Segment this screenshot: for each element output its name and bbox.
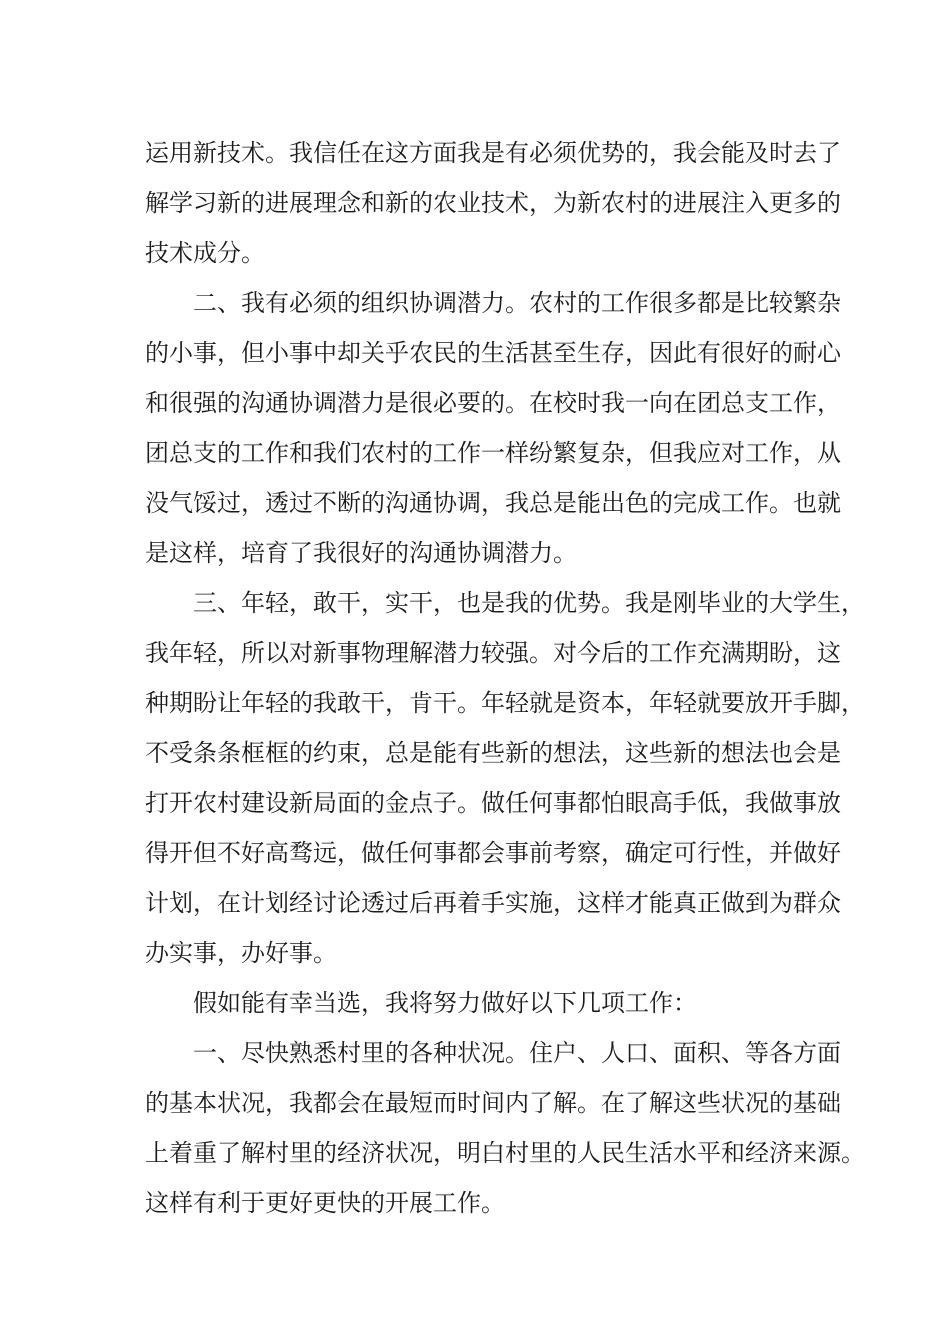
text-line: 没气馁过，透过不断的沟通协调，我总是能出色的完成工作。也就: [145, 489, 841, 517]
paragraph-first-line: 三、年轻，敢干，实干，也是我的优势。我是刚毕业的大学生，: [193, 589, 865, 617]
text-line: 运用新技术。我信任在这方面我是有必须优势的，我会能及时去了: [145, 139, 841, 167]
text-line: 这样有利于更好更快的开展工作。: [145, 1189, 505, 1217]
text-line: 不受条条框框的约束，总是能有些新的想法，这些新的想法也会是: [145, 739, 841, 767]
text-line: 的小事，但小事中却关乎农民的生活甚至生存，因此有很好的耐心: [145, 339, 841, 367]
text-line: 上着重了解村里的经济状况，明白村里的人民生活水平和经济来源。: [145, 1139, 865, 1167]
paragraph-first-line: 一、尽快熟悉村里的各种状况。住户、人口、面积、等各方面: [193, 1039, 841, 1067]
text-line: 和很强的沟通协调潜力是很必要的。在校时我一向在团总支工作，: [145, 389, 841, 417]
paragraph-first-line: 二、我有必须的组织协调潜力。农村的工作很多都是比较繁杂: [193, 289, 841, 317]
text-line: 解学习新的进展理念和新的农业技术，为新农村的进展注入更多的: [145, 189, 841, 217]
paragraph-first-line: 假如能有幸当选，我将努力做好以下几项工作：: [193, 989, 697, 1017]
text-line: 种期盼让年轻的我敢干，肯干。年轻就是资本，年轻就要放开手脚，: [145, 689, 865, 717]
text-line: 打开农村建设新局面的金点子。做任何事都怕眼高手低，我做事放: [145, 789, 841, 817]
body-text: [145, 128, 865, 1228]
text-line: 的基本状况，我都会在最短而时间内了解。在了解这些状况的基础: [145, 1089, 841, 1117]
text-line: 技术成分。: [145, 239, 265, 267]
text-line: 团总支的工作和我们农村的工作一样纷繁复杂，但我应对工作，从: [145, 439, 841, 467]
text-line: 办实事，办好事。: [145, 939, 337, 967]
text-line: 计划，在计划经讨论透过后再着手实施，这样才能真正做到为群众: [145, 889, 841, 917]
text-line: 得开但不好高骛远，做任何事都会事前考察，确定可行性，并做好: [145, 839, 841, 867]
text-line: 我年轻，所以对新事物理解潜力较强。对今后的工作充满期盼，这: [145, 639, 841, 667]
text-line: 是这样，培育了我很好的沟通协调潜力。: [145, 539, 577, 567]
